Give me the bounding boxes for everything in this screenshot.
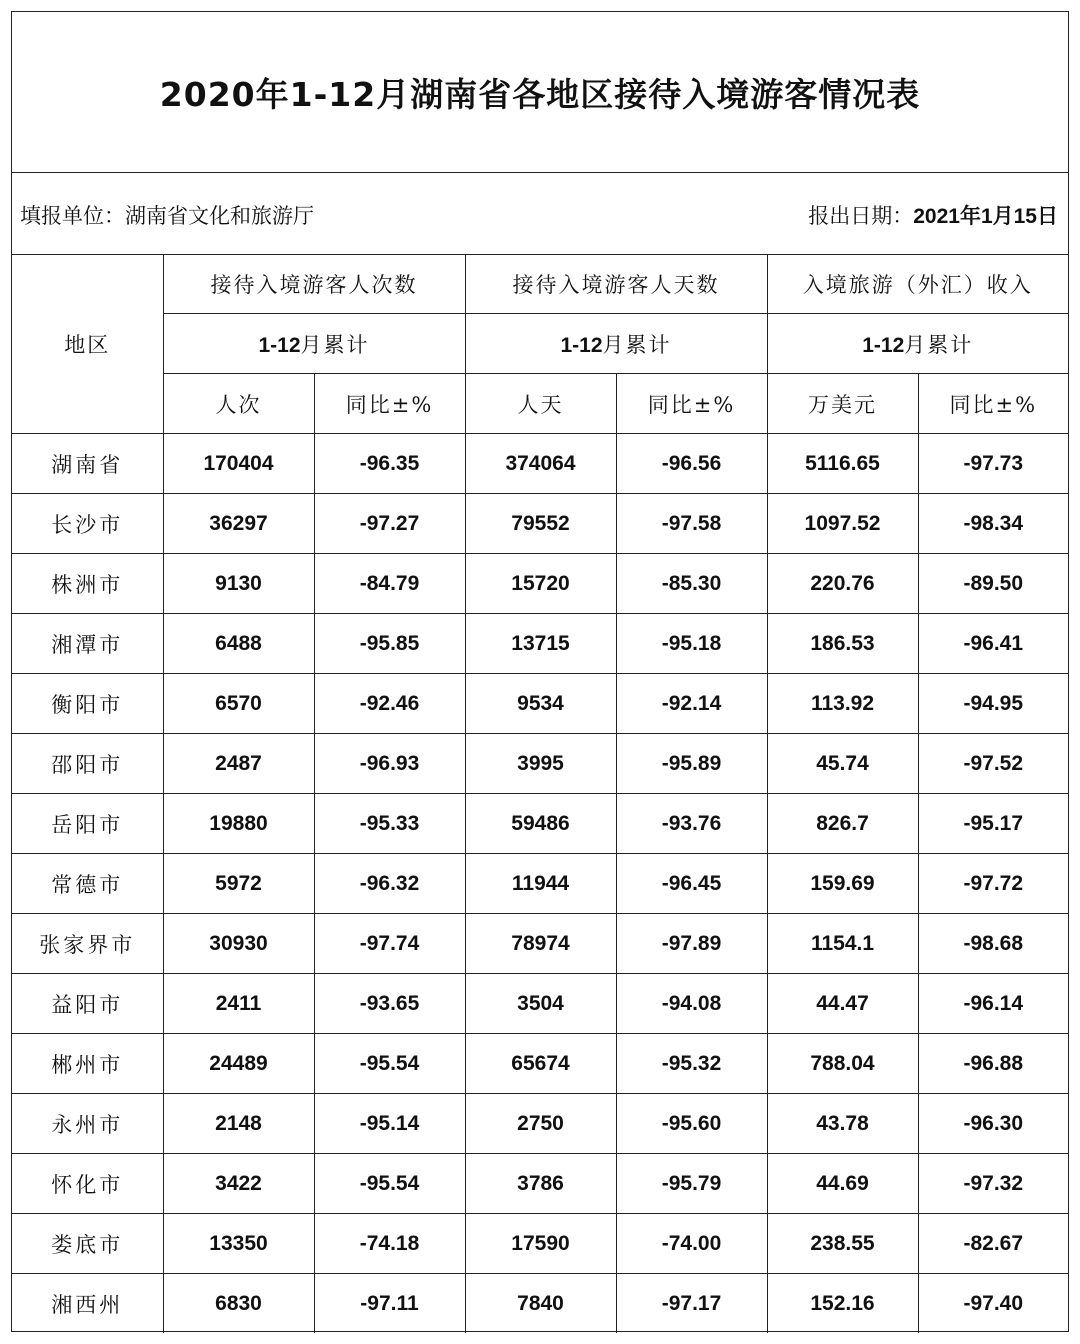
report-meta	[12, 172, 1068, 255]
days-count-cell: 17590	[465, 1214, 616, 1274]
table-row	[12, 494, 1068, 554]
revenue-usd-cell: 45.74	[767, 734, 918, 794]
table-row	[12, 734, 1068, 794]
data-table	[12, 254, 1068, 1333]
visits-count-cell: 13350	[163, 1214, 314, 1274]
visits-yoy-cell: -95.54	[314, 1154, 465, 1214]
revenue-usd-cell: 44.47	[767, 974, 918, 1034]
days-yoy-cell: -85.30	[616, 554, 767, 614]
visits-yoy-cell: -84.79	[314, 554, 465, 614]
visits-yoy-cell: -96.93	[314, 734, 465, 794]
visits-yoy-cell: -97.74	[314, 914, 465, 974]
region-cell: 湖南省	[12, 434, 163, 494]
reporting-unit: 填报单位：湖南省文化和旅游厅	[20, 204, 314, 228]
visits-count-cell: 19880	[163, 794, 314, 854]
visits-yoy-cell: -96.32	[314, 854, 465, 914]
visits-count-cell: 6830	[163, 1274, 314, 1334]
revenue-usd-cell: 44.69	[767, 1154, 918, 1214]
days-yoy-cell: -96.45	[616, 854, 767, 914]
days-yoy-cell: -95.18	[616, 614, 767, 674]
revenue-usd-cell: 186.53	[767, 614, 918, 674]
days-yoy-cell: -97.17	[616, 1274, 767, 1334]
visits-count-cell: 6488	[163, 614, 314, 674]
days-count-cell: 374064	[465, 434, 616, 494]
region-cell: 湘西州	[12, 1274, 163, 1334]
region-cell: 郴州市	[12, 1034, 163, 1094]
table-row	[12, 614, 1068, 674]
region-cell: 娄底市	[12, 1214, 163, 1274]
visits-count-cell: 36297	[163, 494, 314, 554]
days-count-cell: 79552	[465, 494, 616, 554]
days-count-cell: 59486	[465, 794, 616, 854]
region-cell: 衡阳市	[12, 674, 163, 734]
region-cell: 益阳市	[12, 974, 163, 1034]
revenue-yoy-cell: -97.73	[918, 434, 1068, 494]
revenue-usd-cell: 5116.65	[767, 434, 918, 494]
days-count-cell: 11944	[465, 854, 616, 914]
revenue-yoy-cell: -97.40	[918, 1274, 1068, 1334]
yoy-header-days: 同比±%	[616, 374, 767, 434]
visits-count-cell: 5972	[163, 854, 314, 914]
visits-count-cell: 30930	[163, 914, 314, 974]
visits-count-cell: 24489	[163, 1034, 314, 1094]
visits-yoy-cell: -95.54	[314, 1034, 465, 1094]
table-row	[12, 794, 1068, 854]
region-cell: 长沙市	[12, 494, 163, 554]
days-count-cell: 9534	[465, 674, 616, 734]
unit-header-revenue: 万美元	[767, 374, 918, 434]
visits-yoy-cell: -95.14	[314, 1094, 465, 1154]
region-cell: 永州市	[12, 1094, 163, 1154]
region-cell: 常德市	[12, 854, 163, 914]
revenue-yoy-cell: -96.88	[918, 1034, 1068, 1094]
days-yoy-cell: -94.08	[616, 974, 767, 1034]
days-count-cell: 78974	[465, 914, 616, 974]
revenue-usd-cell: 113.92	[767, 674, 918, 734]
days-count-cell: 2750	[465, 1094, 616, 1154]
revenue-usd-cell: 220.76	[767, 554, 918, 614]
table-row	[12, 1274, 1068, 1334]
period-header-days: 1-12月累计	[465, 314, 767, 374]
revenue-yoy-cell: -97.32	[918, 1154, 1068, 1214]
revenue-usd-cell: 43.78	[767, 1094, 918, 1154]
region-cell: 湘潭市	[12, 614, 163, 674]
table-row	[12, 674, 1068, 734]
visits-yoy-cell: -97.11	[314, 1274, 465, 1334]
group-header-visits: 接待入境游客人次数	[163, 254, 465, 314]
days-count-cell: 3786	[465, 1154, 616, 1214]
days-yoy-cell: -95.89	[616, 734, 767, 794]
days-count-cell: 15720	[465, 554, 616, 614]
visits-yoy-cell: -97.27	[314, 494, 465, 554]
visits-count-cell: 3422	[163, 1154, 314, 1214]
unit-header-days: 人天	[465, 374, 616, 434]
revenue-usd-cell: 238.55	[767, 1214, 918, 1274]
header-row-period	[12, 314, 1068, 374]
report-sheet	[11, 11, 1069, 1332]
revenue-yoy-cell: -82.67	[918, 1214, 1068, 1274]
group-header-days: 接待入境游客人天数	[465, 254, 767, 314]
region-cell: 邵阳市	[12, 734, 163, 794]
days-yoy-cell: -95.60	[616, 1094, 767, 1154]
visits-yoy-cell: -96.35	[314, 434, 465, 494]
region-cell: 株洲市	[12, 554, 163, 614]
group-header-revenue: 入境旅游（外汇）收入	[767, 254, 1068, 314]
header-row-groups	[12, 254, 1068, 314]
revenue-yoy-cell: -94.95	[918, 674, 1068, 734]
days-count-cell: 7840	[465, 1274, 616, 1334]
visits-count-cell: 2411	[163, 974, 314, 1034]
region-cell: 张家界市	[12, 914, 163, 974]
unit-header-visits: 人次	[163, 374, 314, 434]
visits-count-cell: 6570	[163, 674, 314, 734]
revenue-yoy-cell: -96.30	[918, 1094, 1068, 1154]
revenue-yoy-cell: -97.52	[918, 734, 1068, 794]
period-header-visits: 1-12月累计	[163, 314, 465, 374]
revenue-yoy-cell: -98.34	[918, 494, 1068, 554]
table-row	[12, 1034, 1068, 1094]
days-yoy-cell: -97.89	[616, 914, 767, 974]
days-yoy-cell: -93.76	[616, 794, 767, 854]
yoy-header-visits: 同比±%	[314, 374, 465, 434]
table-row	[12, 434, 1068, 494]
days-count-cell: 13715	[465, 614, 616, 674]
visits-count-cell: 2487	[163, 734, 314, 794]
table-row	[12, 974, 1068, 1034]
table-row	[12, 914, 1068, 974]
revenue-yoy-cell: -89.50	[918, 554, 1068, 614]
report-date-label: 报出日期：	[808, 204, 914, 228]
days-yoy-cell: -92.14	[616, 674, 767, 734]
visits-yoy-cell: -95.85	[314, 614, 465, 674]
days-yoy-cell: -95.32	[616, 1034, 767, 1094]
visits-yoy-cell: -93.65	[314, 974, 465, 1034]
report-date	[808, 200, 1058, 230]
days-yoy-cell: -95.79	[616, 1154, 767, 1214]
revenue-yoy-cell: -97.72	[918, 854, 1068, 914]
table-row	[12, 554, 1068, 614]
visits-yoy-cell: -74.18	[314, 1214, 465, 1274]
period-header-revenue: 1-12月累计	[767, 314, 1068, 374]
revenue-yoy-cell: -96.41	[918, 614, 1068, 674]
visits-count-cell: 2148	[163, 1094, 314, 1154]
table-row	[12, 1154, 1068, 1214]
region-header: 地区	[12, 254, 163, 434]
report-date-value: 2021年1月15日	[913, 205, 1058, 228]
region-cell: 怀化市	[12, 1154, 163, 1214]
region-cell: 岳阳市	[12, 794, 163, 854]
days-yoy-cell: -74.00	[616, 1214, 767, 1274]
revenue-usd-cell: 826.7	[767, 794, 918, 854]
visits-yoy-cell: -95.33	[314, 794, 465, 854]
revenue-usd-cell: 1154.1	[767, 914, 918, 974]
table-row	[12, 1094, 1068, 1154]
table-row	[12, 1214, 1068, 1274]
revenue-usd-cell: 159.69	[767, 854, 918, 914]
visits-count-cell: 170404	[163, 434, 314, 494]
page-title: 2020年1-12月湖南省各地区接待入境游客情况表	[12, 12, 1068, 173]
revenue-yoy-cell: -96.14	[918, 974, 1068, 1034]
days-count-cell: 65674	[465, 1034, 616, 1094]
revenue-yoy-cell: -98.68	[918, 914, 1068, 974]
revenue-usd-cell: 788.04	[767, 1034, 918, 1094]
revenue-usd-cell: 1097.52	[767, 494, 918, 554]
table-row	[12, 854, 1068, 914]
days-yoy-cell: -97.58	[616, 494, 767, 554]
days-count-cell: 3504	[465, 974, 616, 1034]
revenue-usd-cell: 152.16	[767, 1274, 918, 1334]
days-yoy-cell: -96.56	[616, 434, 767, 494]
header-row-units	[12, 374, 1068, 434]
revenue-yoy-cell: -95.17	[918, 794, 1068, 854]
visits-yoy-cell: -92.46	[314, 674, 465, 734]
days-count-cell: 3995	[465, 734, 616, 794]
yoy-header-revenue: 同比±%	[918, 374, 1068, 434]
visits-count-cell: 9130	[163, 554, 314, 614]
